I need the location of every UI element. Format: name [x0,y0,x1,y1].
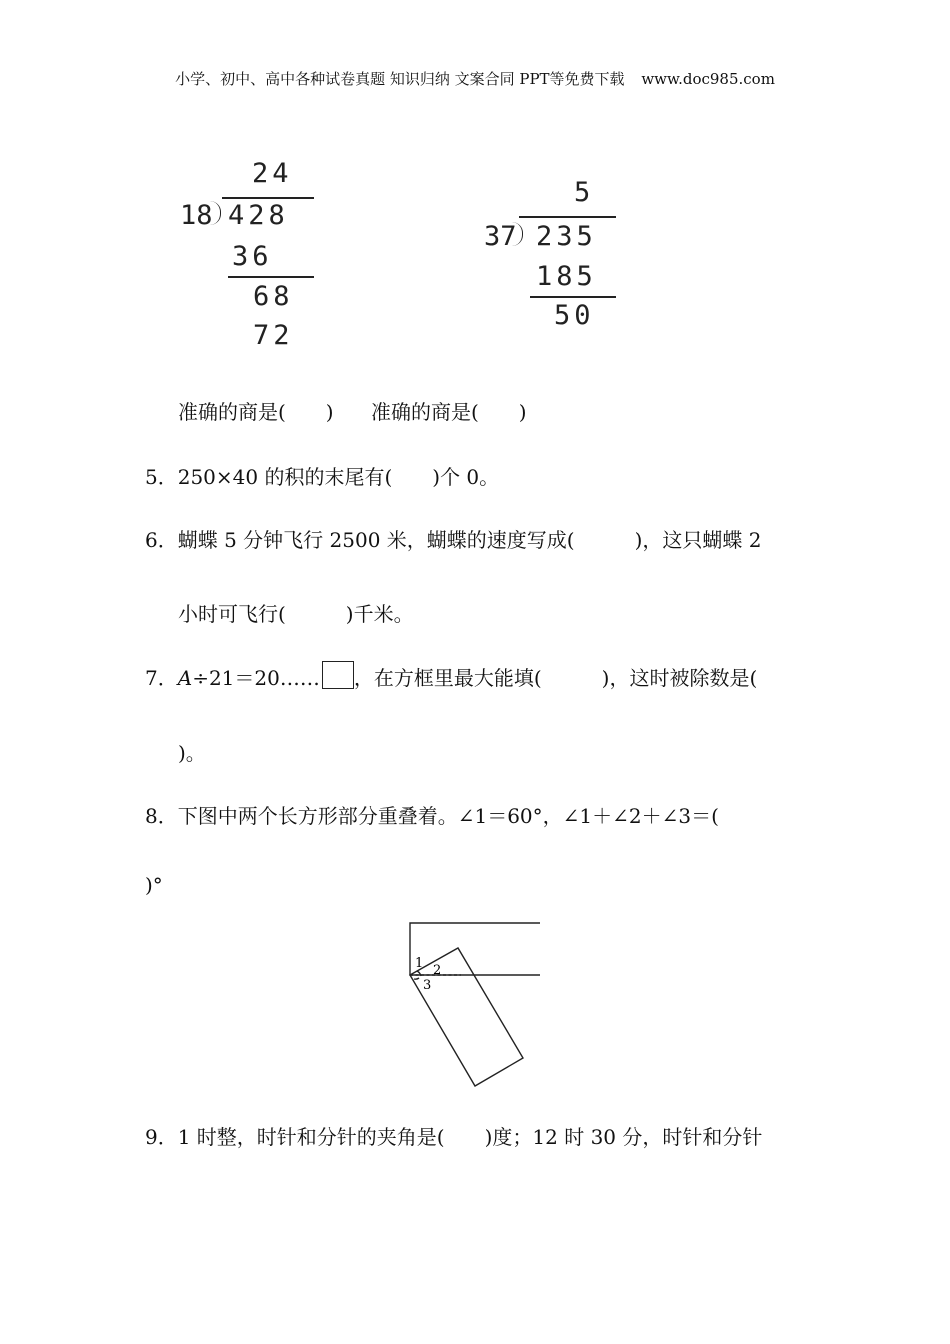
division-2-dividend: 235 [536,221,597,252]
question-9: 9．1 时整，时针和分针的夹角是( )度；12 时 30 分，时针和分针 [145,1125,763,1149]
page-header [0,68,950,89]
division-2-quotient: 5 [574,177,595,208]
question-7-prefix: 7． [145,666,178,690]
division-1-quotient: 24 [252,158,293,189]
horizontal-rectangle [410,923,540,975]
division-2-step1: 185 [536,261,597,292]
division-1-bar [222,197,314,199]
header-text: 小学、初中、高中各种试卷真题 知识归纳 文案合同 PPT等免费下载 [175,70,625,88]
question-8-line2: )° [145,873,163,897]
division-1-rule [228,276,314,278]
question-6-line1: 6．蝴蝶 5 分钟飞行 2500 米，蝴蝶的速度写成( )，这只蝴蝶 2 [145,528,762,552]
division-1-bracket [210,201,221,225]
angle-label-2: 2 [433,963,442,978]
division-1-step1: 36 [232,241,273,272]
question-7-var: A [177,666,193,690]
division-1-divisor: 18 [180,200,213,231]
division-1-step3: 72 [253,320,294,351]
division-2-step2: 50 [554,300,595,331]
division-2-rule [530,296,616,298]
division-1-step2: 68 [253,281,294,312]
question-5: 5．250×40 的积的末尾有( )个 0。 [145,465,500,489]
question-7-line2: )。 [178,741,206,765]
angle-label-3: 3 [423,978,432,993]
question-7-line1 [145,661,757,691]
answer-left: 准确的商是( ) [178,400,334,424]
question-8-line1: 8．下图中两个长方形部分重叠着。∠1＝60°，∠1＋∠2＋∠3＝( [145,804,719,828]
division-2-bar [519,216,616,218]
question-7-after: ，在方框里最大能填( )，这时被除数是( [353,666,758,690]
division-2-bracket [512,222,523,246]
angle-arc-3 [414,978,419,979]
tilted-rectangle [410,948,523,1086]
answer-right: 准确的商是( ) [371,400,527,424]
question-7-mid: ÷21＝20…… [192,666,320,690]
division-1-dividend: 428 [228,200,289,231]
header-url: www.doc985.com [641,70,775,88]
overlapping-rectangles-figure [395,910,555,1095]
question-6-line2: 小时可飞行( )千米。 [178,602,414,626]
angle-label-1: 1 [415,956,424,971]
division-2-divisor: 37 [484,221,517,252]
answer-box [322,661,354,689]
